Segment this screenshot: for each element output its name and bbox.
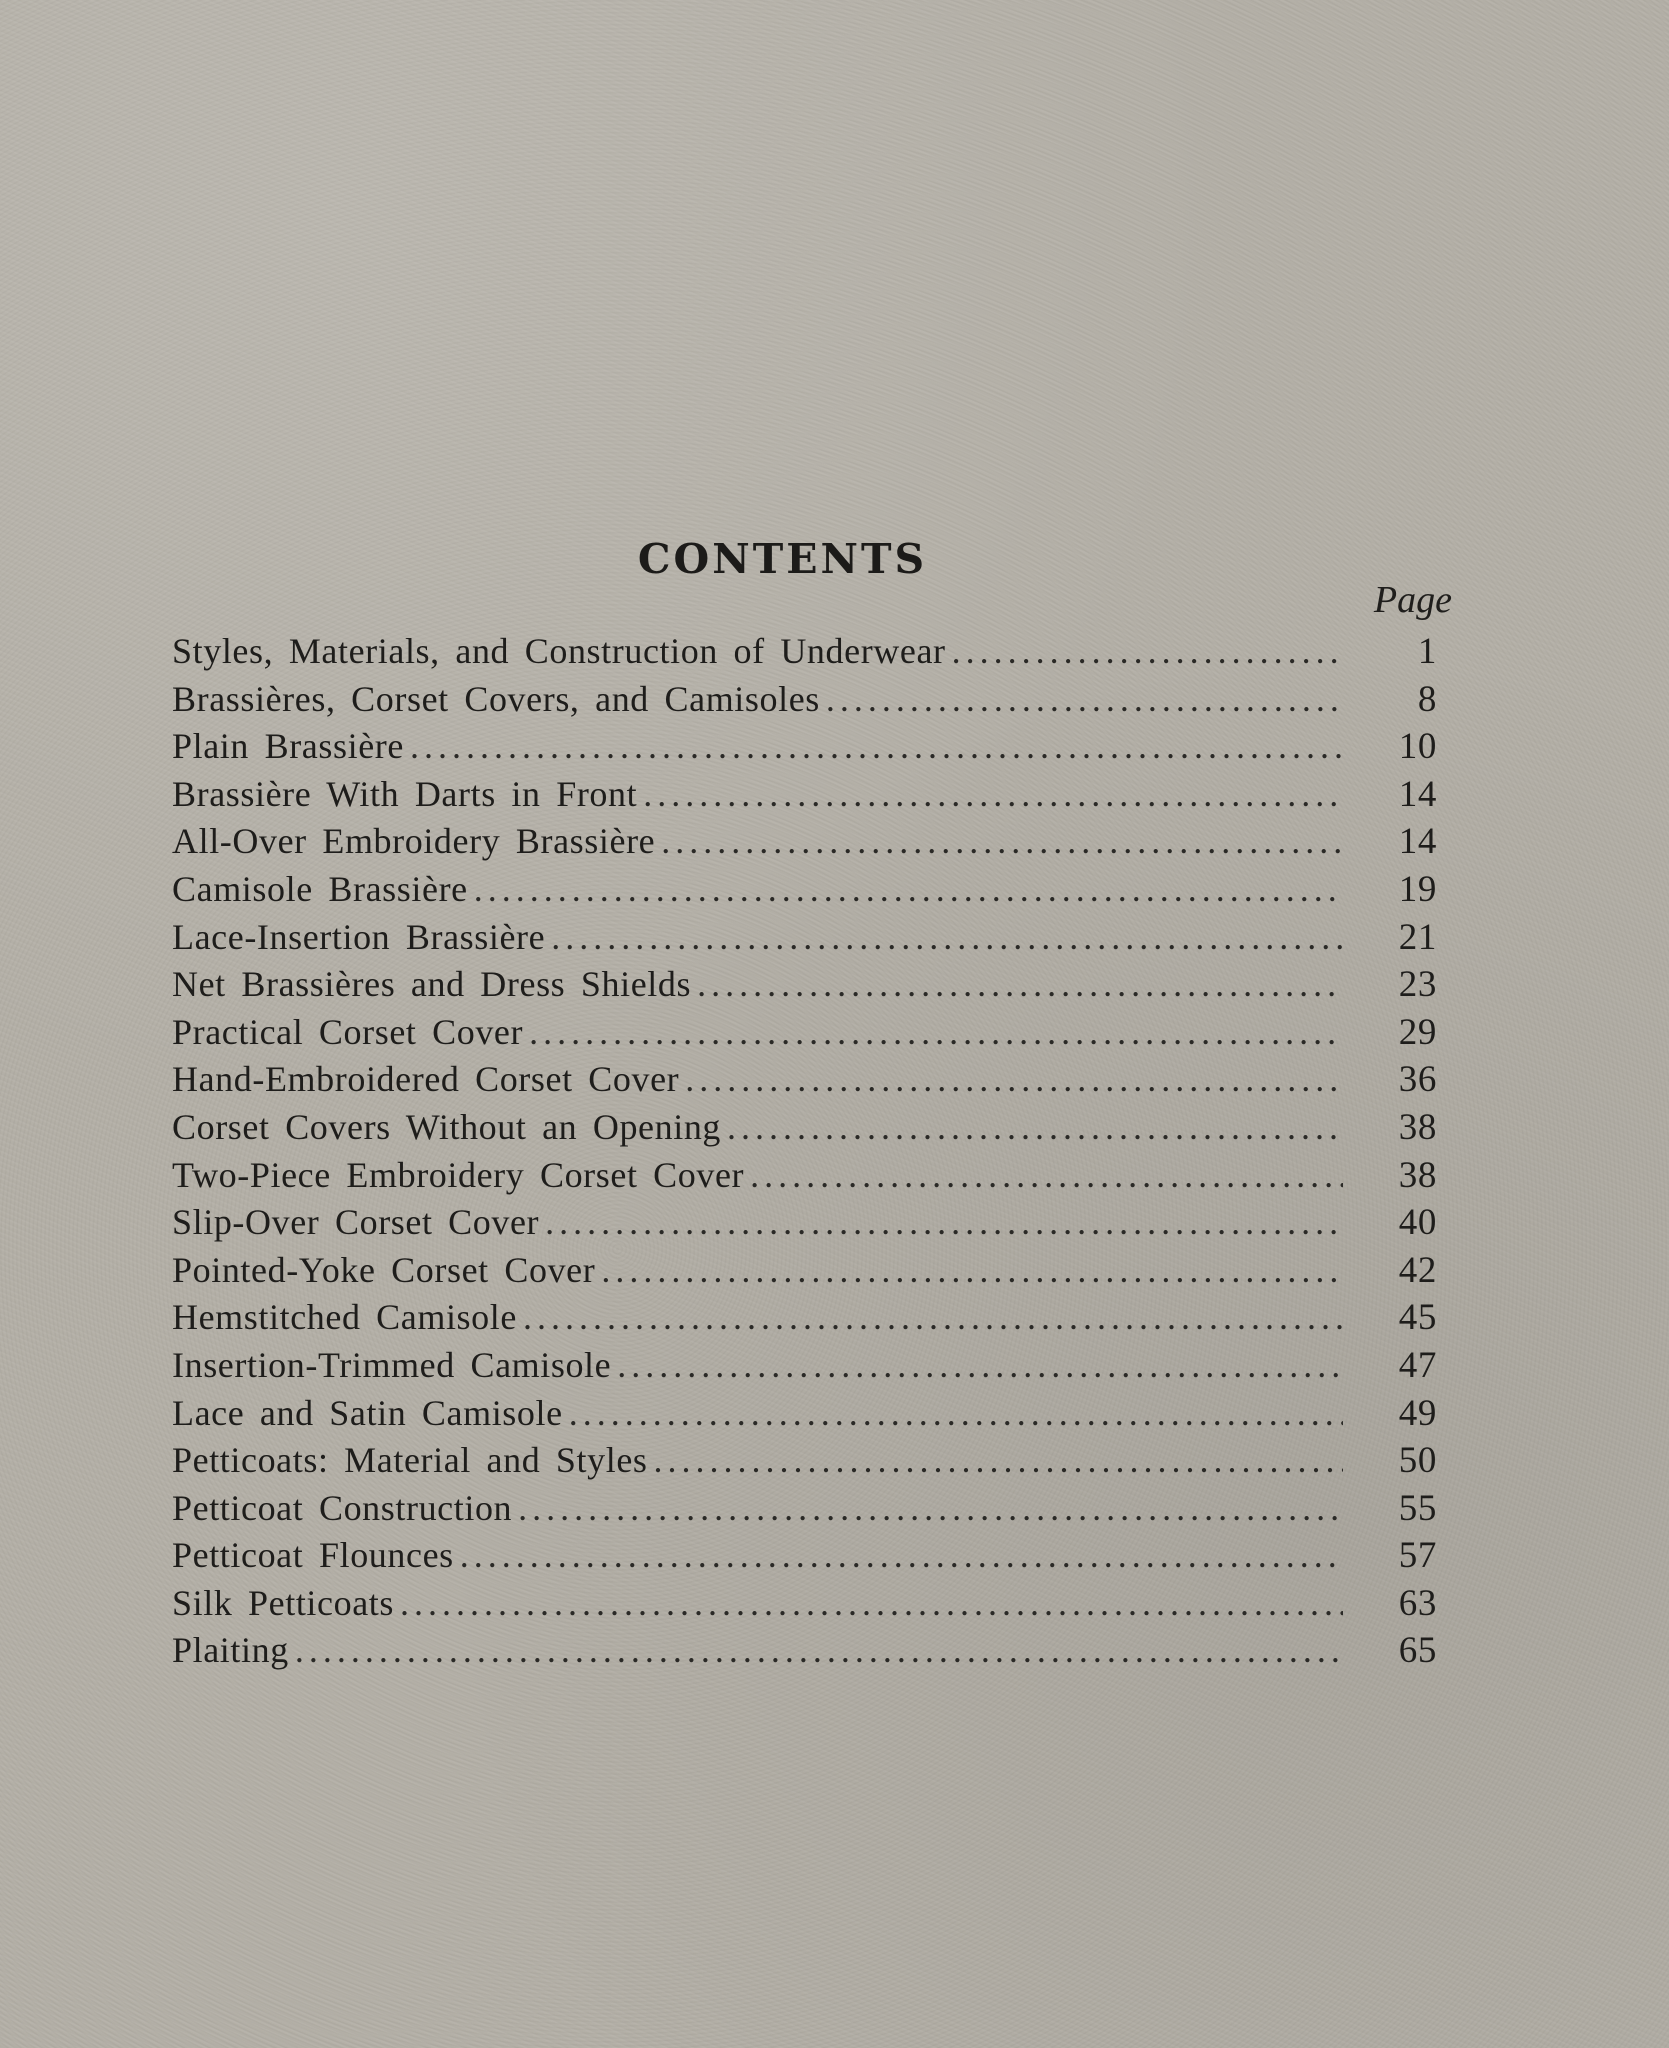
toc-entry [172, 1439, 1437, 1487]
dot-leader [400, 1582, 1343, 1624]
toc-entry-page: 40 [1398, 1202, 1437, 1244]
toc-entry [172, 1296, 1437, 1344]
toc-entry-page: 65 [1398, 1630, 1437, 1672]
toc-entry-title: Petticoat Construction [172, 1487, 513, 1528]
dot-leader [474, 868, 1343, 910]
toc-entry [172, 1154, 1437, 1202]
toc-entry [172, 1249, 1437, 1297]
toc-entry-title: Silk Petticoats [172, 1582, 394, 1623]
toc-entry-page: 47 [1398, 1344, 1437, 1386]
toc-entry-title: Brassière With Darts in Front [172, 773, 638, 814]
dot-leader [601, 1249, 1343, 1291]
toc-entry-page: 50 [1398, 1440, 1437, 1482]
toc-entry-page: 14 [1398, 821, 1437, 863]
toc-entry-page: 19 [1398, 868, 1437, 910]
toc-entry-page: 1 [1417, 631, 1437, 672]
toc-entry-page: 23 [1398, 964, 1437, 1006]
toc-entry-title: All-Over Embroidery Brassière [172, 821, 656, 862]
toc-entry-title: Two-Piece Embroidery Corset Cover [172, 1154, 745, 1195]
toc-entry-title: Petticoat Flounces [172, 1535, 454, 1576]
dot-leader [826, 678, 1343, 720]
toc-entry-page: 57 [1398, 1535, 1437, 1577]
toc-entry-page: 8 [1417, 678, 1437, 720]
toc-entry-page: 36 [1398, 1059, 1437, 1101]
dot-leader [727, 1106, 1343, 1148]
toc-entry [172, 1487, 1437, 1535]
toc-entry [172, 1629, 1437, 1677]
page-column-label: Page [1373, 579, 1452, 621]
toc-entry-title: Plain Brassière [172, 726, 404, 767]
toc-entry-title: Brassières, Corset Covers, and Camisoles [172, 678, 820, 719]
toc-entry [172, 1392, 1437, 1440]
contents-heading: CONTENTS [637, 535, 928, 583]
toc-entry-title: Petticoats: Material and Styles [172, 1440, 648, 1481]
dot-leader [569, 1392, 1343, 1434]
table-of-contents [172, 630, 1437, 1677]
dot-leader [750, 1154, 1343, 1196]
toc-entry-title: Practical Corset Cover [172, 1011, 524, 1052]
toc-entry-title: Pointed-Yoke Corset Cover [172, 1249, 596, 1290]
toc-entry [172, 725, 1437, 773]
toc-entry [172, 773, 1437, 821]
toc-entry [172, 868, 1437, 916]
toc-entry-page: 38 [1398, 1106, 1437, 1148]
toc-entry-title: Slip-Over Corset Cover [172, 1202, 540, 1243]
toc-entry-title: Plaiting [172, 1630, 289, 1671]
dot-leader [685, 1058, 1343, 1100]
toc-entry-page: 21 [1398, 916, 1437, 958]
toc-entry [172, 1011, 1437, 1059]
dot-leader [697, 963, 1343, 1005]
dot-leader [410, 725, 1343, 767]
dot-leader [523, 1296, 1343, 1338]
toc-entry-title: Hand-Embroidered Corset Cover [172, 1059, 680, 1100]
toc-entry [172, 1344, 1437, 1392]
toc-entry [172, 1058, 1437, 1106]
dot-leader [654, 1439, 1343, 1481]
toc-entry-page: 49 [1398, 1392, 1437, 1434]
toc-entry-page: 42 [1398, 1249, 1437, 1291]
dot-leader [643, 773, 1343, 815]
toc-entry [172, 1106, 1437, 1154]
toc-entry [172, 1201, 1437, 1249]
toc-entry-page: 10 [1398, 726, 1437, 768]
toc-entry-title: Corset Covers Without an Opening [172, 1106, 722, 1147]
toc-entry [172, 1534, 1437, 1582]
dot-leader [518, 1487, 1343, 1529]
toc-entry-page: 14 [1398, 773, 1437, 815]
dot-leader [529, 1011, 1343, 1053]
toc-entry-title: Camisole Brassière [172, 868, 468, 909]
toc-entry-title: Hemstitched Camisole [172, 1297, 517, 1338]
dot-leader [545, 1201, 1343, 1243]
toc-entry-page: 63 [1398, 1582, 1437, 1624]
toc-entry [172, 1582, 1437, 1630]
dot-leader [617, 1344, 1343, 1386]
toc-entry-page: 55 [1398, 1487, 1437, 1529]
dot-leader [952, 630, 1343, 672]
toc-entry-title: Insertion-Trimmed Camisole [172, 1344, 612, 1385]
dot-leader [460, 1534, 1343, 1576]
toc-entry-title: Lace and Satin Camisole [172, 1392, 563, 1433]
toc-entry-page: 38 [1398, 1154, 1437, 1196]
toc-entry-page: 45 [1398, 1297, 1437, 1339]
toc-entry-title: Net Brassières and Dress Shields [172, 964, 692, 1005]
dot-leader [661, 820, 1343, 862]
toc-entry-title: Styles, Materials, and Construction of Underwear [172, 631, 946, 671]
dot-leader [551, 916, 1343, 958]
toc-entry [172, 678, 1437, 726]
toc-entry [172, 963, 1437, 1011]
toc-entry-page: 29 [1398, 1011, 1437, 1053]
dot-leader [295, 1629, 1343, 1671]
toc-entry [172, 630, 1437, 678]
toc-entry-title: Lace-Insertion Brassière [172, 916, 546, 957]
toc-entry [172, 916, 1437, 964]
toc-entry [172, 820, 1437, 868]
